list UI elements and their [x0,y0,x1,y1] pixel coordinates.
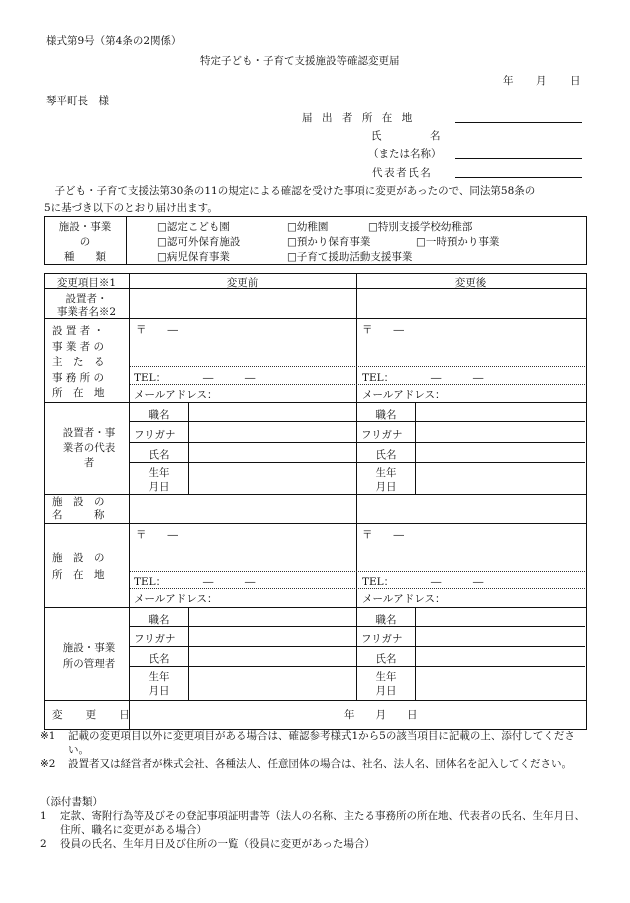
row-label-representative-2: 業者の代表 [62,442,116,454]
attachments-heading: （添付書類） [40,796,103,808]
office-postal-after[interactable]: 〒 ― [362,324,404,336]
notes [40,729,590,771]
mgr-furigana-label-before: フリガナ [134,633,176,645]
addressee: 琴平町長 様 [46,95,109,107]
attachment-2 [40,837,590,851]
office-postal-before[interactable]: 〒 ― [136,324,178,336]
applicant-address-underline [455,122,582,123]
change-date-value[interactable]: 年 月 日 [344,709,418,721]
row-divider-facility-addr [44,607,586,608]
row-label-representative-1: 設置者・事 [62,427,116,439]
note-1-mark: ※1 [40,730,56,742]
rep-subcol-after [415,402,416,494]
option-unlicensed-childcare[interactable]: □認可外保育施設 [157,236,241,248]
intro-line-1: 子ども・子育て支援法第30条の11の規定による確認を受けた事項に変更があったので、同法第58条の [44,185,536,197]
office-dotted-1 [130,366,585,367]
date-month-label: 月 [536,75,547,87]
office-email-before[interactable]: メールアドレス： [134,389,218,401]
applicant-or-name-label: （または名称） [368,148,442,160]
note-2-mark: ※2 [40,758,56,770]
mgr-position-label-before: 職名 [148,614,170,626]
mgr-sub-2 [130,646,356,647]
mgr-furigana-label-after: フリガナ [361,633,403,645]
rep-birth-label-after-2: 月日 [375,481,397,493]
option-sick-child-care[interactable]: □病児保育事業 [157,251,230,263]
input-facility-name-after[interactable] [357,495,584,522]
mgr-name-label-after: 氏名 [375,653,397,665]
note-2-text: 設置者又は経営者が株式会社、各種法人、任意団体の場合は、社名、法人名、団体名を記入してください。 [68,758,572,770]
applicant-name-underline [455,158,582,159]
option-special-support-kindergarten[interactable]: □特別支援学校幼稚部 [368,221,473,233]
option-temporary-care[interactable]: □一時預かり事業 [416,236,500,248]
facility-dotted-1 [130,571,585,572]
date-day-label: 日 [570,75,581,87]
mgr-subcol-before [188,607,189,700]
row-label-main-office-5: 所 在 地 [52,387,105,399]
applicant-name-label-b: 名 [430,130,441,142]
row-label-facility-address-1: 施 設 の [52,552,105,564]
row-label-facility-name [52,496,105,522]
office-email-after[interactable]: メールアドレス： [362,389,446,401]
facility-email-before[interactable]: メールアドレス： [134,593,218,605]
intro-line-2: 5に基づき以下のとおり届け出ます。 [44,202,218,214]
row-label-main-office-3: 主 た る [52,356,105,368]
row-divider-manager [44,700,586,701]
office-dotted-2 [130,384,585,385]
row-label-facility-name-2: 名 称 [52,509,105,521]
mgr-birth-label-before-1: 生年 [148,671,170,683]
mgr-sub-a3 [357,666,585,667]
attachments [40,795,590,851]
rep-position-label-before: 職名 [148,409,170,421]
facility-type-label-2: の [79,236,91,248]
mgr-birth-label-before-2: 月日 [148,685,170,697]
rep-furigana-label-after: フリガナ [361,429,403,441]
rep-subcol-before [188,402,189,494]
applicant-rep-label: 代表者氏名 [372,167,433,179]
date-year-label: 年 [503,75,514,87]
form-title: 特定子ども・子育て支援施設等確認変更届 [200,55,400,67]
office-tel-before[interactable]: TEL： ― ― [134,372,256,384]
applicant-address-label: 届出者所在地 [302,112,422,124]
applicant-rep-underline [455,177,582,178]
rep-sub-3 [130,462,356,463]
facility-dotted-2 [130,588,585,589]
row-label-representative-3: 者 [83,457,95,469]
row-label-main-office-2: 事 業 者 の [52,340,105,353]
option-certified-kodomoen[interactable]: □認定こども園 [157,221,230,233]
input-operator-name-after[interactable] [357,289,584,317]
attachment-2-text: 役員の氏名、生年月日及び住所の一覧（役員に変更があった場合） [60,838,375,850]
row-label-representative [53,426,125,471]
row-label-manager-1: 施設・事業 [62,642,116,654]
option-childcare-support-activity[interactable]: □子育て援助活動支援事業 [287,251,413,263]
facility-type-label-1: 施設・事業 [58,221,112,233]
rep-sub-a3 [357,462,585,463]
row-label-manager [53,640,125,672]
row-label-main-office-1: 設 置 者 ・ [52,325,105,337]
note-1 [40,729,590,757]
col-header-item: 変更項目※1 [56,277,117,289]
facility-email-after[interactable]: メールアドレス： [362,593,446,605]
input-facility-name-before[interactable] [130,495,355,522]
row-label-facility-name-1: 施 設 の [52,496,105,508]
facility-tel-before[interactable]: TEL： ― ― [134,576,256,588]
row-label-operator-name-2: 事業者名※2 [56,306,117,318]
applicant-name-label-a: 氏 [371,130,382,142]
mgr-position-label-after: 職名 [375,614,397,626]
facility-postal-after[interactable]: 〒 ― [362,529,404,541]
facility-type-divider [126,216,127,264]
input-operator-name-before[interactable] [130,289,355,317]
option-extended-care[interactable]: □預かり保育事業 [287,236,371,248]
rep-birth-label-before-1: 生年 [148,467,170,479]
attachment-1-mark: 1 [40,810,47,822]
rep-sub-2 [130,442,356,443]
attachment-1-text: 定款、寄附行為等及びその登記事項証明書等（法人の名称、主たる事務所の所在地、代表者の氏名、生年月日、住所、職名に変更がある場合） [60,810,585,836]
row-label-change-date: 変 更 日 [52,709,136,721]
rep-furigana-label-before: フリガナ [134,429,176,441]
row-label-main-office-4: 事 務 所 の [52,371,105,384]
rep-position-label-after: 職名 [375,409,397,421]
mgr-sub-3 [130,666,356,667]
attachment-2-mark: 2 [40,838,47,850]
note-2 [40,757,590,771]
col-header-before: 変更前 [226,277,259,289]
row-label-manager-2: 所の管理者 [62,658,116,670]
row-label-facility-address [52,550,105,584]
row-label-main-office [52,324,105,402]
facility-tel-after[interactable]: TEL： ― ― [362,576,484,588]
option-kindergarten[interactable]: □幼稚園 [287,221,329,233]
row-label-operator-name-1: 設置者・ [65,293,108,305]
form-number: 様式第9号（第4条の2関係） [46,35,182,47]
office-tel-after[interactable]: TEL： ― ― [362,372,484,384]
attachment-1 [40,809,590,837]
mgr-sub-a2 [357,646,585,647]
mgr-subcol-after [415,607,416,700]
mgr-birth-label-after-2: 月日 [375,685,397,697]
facility-type-label-3: 種 類 [64,251,106,263]
col-header-after: 変更後 [454,277,487,289]
row-divider-office [44,402,586,403]
rep-name-label-after: 氏名 [375,449,397,461]
rep-birth-label-after-1: 生年 [375,467,397,479]
mgr-birth-label-after-1: 生年 [375,671,397,683]
rep-birth-label-before-2: 月日 [148,481,170,493]
facility-postal-before[interactable]: 〒 ― [136,529,178,541]
rep-sub-a2 [357,442,585,443]
mgr-name-label-before: 氏名 [148,653,170,665]
row-divider-facility-name [44,523,586,524]
rep-name-label-before: 氏名 [148,449,170,461]
row-label-facility-address-2: 所 在 地 [52,569,105,581]
note-1-text: 記載の変更項目以外に変更項目がある場合は、確認参考様式1から5の該当項目に記載の上、添付してください。 [68,730,575,756]
